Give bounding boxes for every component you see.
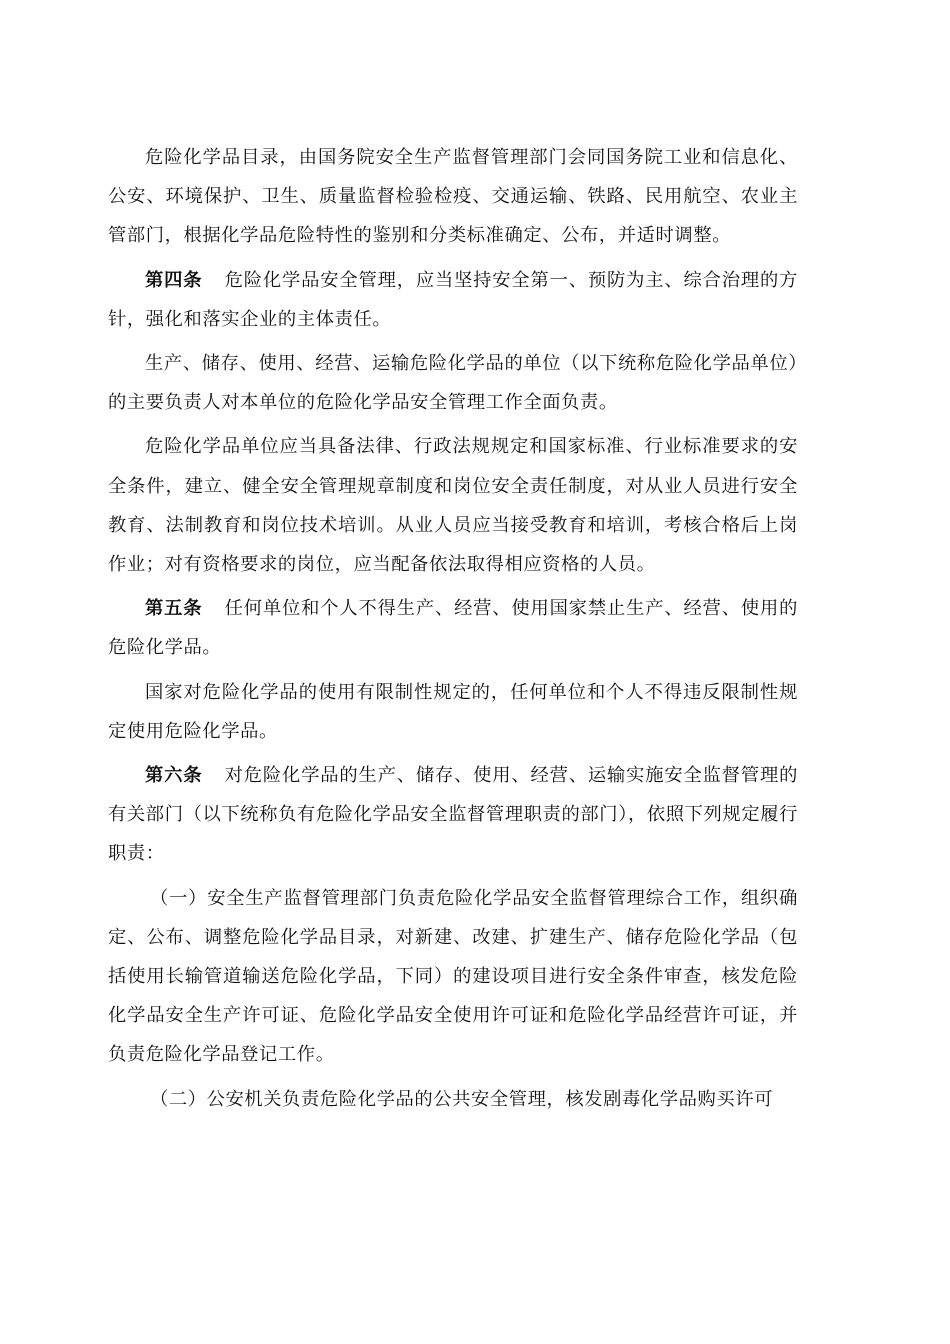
paragraph-text: 对危险化学品的生产、储存、使用、经营、运输实施安全监督管理的有关部门（以下统称负有危险化学品安全监督管理职责的部门），依照下列规定履行职责： bbox=[108, 765, 798, 865]
paragraph-text: （一）安全生产监督管理部门负责危险化学品安全监督管理综合工作，组织确定、公布、调整危险化学品目录，对新建、改建、扩建生产、储存危险化学品（包括使用长输管道输送危险化学品，下同）的建设项目进行安全条件审查，核发危险化学品安全生产许可证、危险化学品安全使用许可证和危险化学品经营许可证，并负责危险化学品登记工作。 bbox=[108, 887, 798, 1066]
paragraph-responsible-person bbox=[108, 344, 798, 422]
paragraph-catalog bbox=[108, 138, 798, 256]
article-5-paragraph bbox=[108, 589, 798, 667]
article-heading: 第四条 bbox=[145, 269, 203, 291]
item-2-paragraph bbox=[108, 1080, 798, 1119]
paragraph-text: 生产、储存、使用、经营、运输危险化学品的单位（以下统称危险化学品单位）的主要负责人对本单位的危险化学品安全管理工作全面负责。 bbox=[108, 353, 798, 414]
document-body bbox=[108, 138, 798, 1124]
article-heading: 第六条 bbox=[145, 765, 203, 787]
paragraph-safety-conditions bbox=[108, 427, 798, 584]
paragraph-text: （二）公安机关负责危险化学品的公共安全管理，核发剧毒化学品购买许可 bbox=[150, 1088, 774, 1110]
paragraph-text: 国家对危险化学品的使用有限制性规定的，任何单位和个人不得违反限制性规定使用危险化学品。 bbox=[108, 681, 798, 742]
paragraph-text: 任何单位和个人不得生产、经营、使用国家禁止生产、经营、使用的危险化学品。 bbox=[108, 598, 798, 659]
article-6-paragraph bbox=[108, 756, 798, 874]
paragraph-text: 危险化学品单位应当具备法律、行政法规规定和国家标准、行业标准要求的安全条件，建立、健全安全管理规章制度和岗位安全责任制度，对从业人员进行安全教育、法制教育和岗位技术培训。从业人员应当接受教育和培训，考核合格后上岗作业；对有资格要求的岗位，应当配备依法取得相应资格的人员。 bbox=[108, 436, 798, 576]
article-heading: 第五条 bbox=[145, 598, 203, 620]
paragraph-text: 危险化学品安全管理，应当坚持安全第一、预防为主、综合治理的方针，强化和落实企业的主体责任。 bbox=[108, 269, 798, 330]
paragraph-text: 危险化学品目录，由国务院安全生产监督管理部门会同国务院工业和信息化、公安、环境保护、卫生、质量监督检验检疫、交通运输、铁路、民用航空、农业主管部门，根据化学品危险特性的鉴别和分类标准确定、公布，并适时调整。 bbox=[108, 147, 798, 247]
paragraph-restrictions bbox=[108, 673, 798, 751]
article-4-paragraph bbox=[108, 261, 798, 339]
item-1-paragraph bbox=[108, 879, 798, 1075]
